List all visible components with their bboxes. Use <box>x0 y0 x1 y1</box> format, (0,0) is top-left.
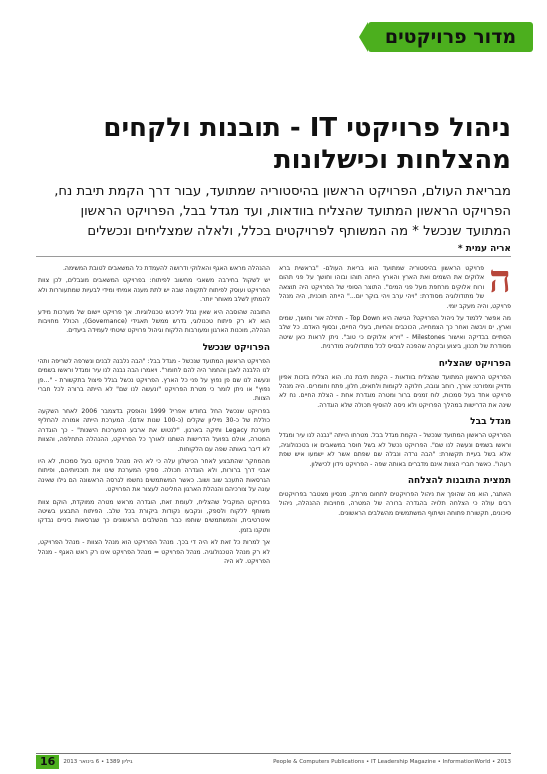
article-headline: ניהול פרויקטי IT - תובנות ולקחים מהצלחות וכישלונות <box>103 113 511 175</box>
subheading: מגדל בבל <box>470 417 511 428</box>
subheading: הפרויקט שהצליח <box>438 358 511 369</box>
paragraph: בפרויקט המקביל שהצליח, לעומת זאת, הוגדרה מראש מטרה ממוקדת, הוקם צוות משותף ללקוח ולספק, ונקבעו נקודות ביקורת בכל שלב. הפיתוח התבצע בשיטה איטרטיבית, והמשתמשים שותפו כבר מהשלבים הראשונים כך שגרסאות ביניים נבדקו ותוקנו בזמן. <box>38 498 270 534</box>
tab-notch-shape <box>359 22 368 52</box>
paragraph: יש לשקול בחירבה משאבי מחשוב לפיתוח: בפרויקט המשאבים מוגבלים, לכן צוות הפרויקט ועוסק לפיתוח לתקופה שבה יש לתת מענה אמיתי ומידי לבעיות שמתעוררות ולא להמתין לשלב מאוחר יותר. <box>38 277 270 304</box>
article-column-right <box>279 264 511 748</box>
subheading: הפרויקט שנכשל <box>202 342 270 353</box>
section-tab <box>368 22 533 52</box>
paragraph: מה אפשר ללמוד על ניהול הפרויקט? הגישה היא Top Down - תחילה אור וחושך, שמים וארץ, ים ויבשה ואחר כך הצמחייה, הכוכבים והחיות, בעלי החיים, ובסוף האדם. כל שלב הסתיים בבדיקה ואישור Milestones - "וירא אלוקים כי טוב". ניתן לראות כאן שיטה מסודרת של תכנון, ביצוע ובקרה שהפכה לבסיס לכל מתודולוגיה מודרנית. <box>279 315 511 351</box>
paragraph: הפרויקט הראשון המתועד שהצליח בוודאות - הקמת תיבת נח. הוא הצליח בזכות אפיון מדויק ומפורט: אורך, רוחב וגובה, חלוקה לקומות ולתאים, חלון, פתח וחומרים. היה מנהל פרויקט אחד בעל סמכות, לוח זמנים ברור ומטרה מוגדרת אחת - הצלת החיים. נח לא שינה את הדרישות במהלך הפרויקט ולא ניסה להוסיף תכולה שלא הוגדרה. <box>279 373 511 409</box>
paragraph: אך למרות כל זאת לא היה די בכך. מנהל הפרויקט הוא מנהל הצוות - מנהל הפרויקט, לא רק מנהל הטכנולוגיה. מנהל הפרויקט = מנהל הפרויקט אינו רק ראש האגף - מנהל הפרויקט. לא היה <box>38 539 270 565</box>
footer-publication: People & Computers Publications • IT Leadership Magazine • InformationWorld • 2013 <box>273 759 511 765</box>
drop-cap: ה <box>489 264 511 301</box>
section-tab-label: מדור פרויקטים <box>384 26 517 48</box>
paragraph-text: פרויקט הראשון בהיסטוריה שמתועד הוא בריאת העולם- "בראשית ברא אלוקים את השמים ואת הארץ והארץ הייתה תוהו ובוהו וחושך על פני תהום ורוח אלוקים מרחפת מעל פני המים". התוצר הסופי של הפרויקט היה תוצאה של מתודולוגיה מסודרת: "ויהי ערב ויהי בוקר יום..." הייתה תוכנית, היה מנהל פרויקט, והיה מעקב יומי. <box>279 265 511 310</box>
paragraph: התובנה שהוסבה היא שאין נגזל לירכוש טכנולוגיות. אך פרויקט יישום של מערכות מידע הוא לא רק פיתוח טכנולוגי, גדרש ממשל תאגידי (Governance), הכולל מחויבות הנהלה, מוכנות הארגון ומעורבות הלקוח וגיהול פרויקט שיטתי לעמידה ביעדים. <box>38 308 270 335</box>
subheading: תמצית התובנות להצלחה <box>407 475 511 486</box>
article-byline: אריה עמית * <box>457 244 511 254</box>
paragraph: הפרויקט הראשון המתועד שנכשל - מגדל בבל: "הבה נלבנה לבנים ונשרפה לשריפה ותהי לנו הלבנה לאבן והחמר היה להם לחומר". ויאמרו הבה נבנה לנו עיר ומגדל וראשו בשמים ונעשה לנו שם פן נפוץ על פני כל הארץ. הפרויקט נכשל בגלל פיצול בתקשורת - "...פן נפוץ" או ניתן לומר כי מטרת הפרויקט "ונעשה לנו שם" לא הייתה ברורה לכל חברי הצוות. <box>38 357 270 403</box>
footer-left <box>36 755 139 769</box>
paragraph: ההנהלה מראש האגף והאלוקי ודרושה להעמדת כל המשאבים לטובת המשימה. <box>62 265 270 272</box>
page-footer <box>36 753 511 770</box>
footer-issue: גיליון 1389 • 6 בינואר 2013 <box>63 759 133 765</box>
paragraph: בפרויקט שנכשל החל בחודש אפריל 1999 והופסק בדצמבר 2006 לאחר השקעה כוללת של כ-30 מיליון שקלים (כ-100 שנות אדם). המערכת הייתה אמורה להחליף מערכת Legacy ותיקה בארגון. "לנטוש את ארבע המערכות הישנות" - כך הוגדרה המטרה, אולם בפועל הדרישות השתנו לאורך כל הפרויקט, ההנהלה התחלפה, והצוות לא דיבר באותה שפה עם הלקוחות. <box>38 407 270 453</box>
paragraph <box>279 264 511 311</box>
page-number: 16 <box>36 755 59 769</box>
byline-divider <box>36 256 511 257</box>
article-lede: מבריאת העולם, הפרויקט הראשון בהיסטוריה שמתועד, עבור דרך הקמת תיבת נח, הפרויקט הראשון המתועד שהצליח בוודאות, ועד מגדל בבל, הפרויקט הראשון המתועד שנכשל * מה המשותף לפרויקטים בכלל, ולאלה שמצליחים ונכשלים <box>54 184 511 239</box>
paragraph: הפרויקט הראשון המתועד שנכשל - הקמת מגדל בבל. מטרתו הייתה "נבנה לנו עיר ומגדל וראשו בשמים ונעשה לנו שם". הפרויקט נכשל לא בשל חוסר במשאבים או בטכנולוגיה, אלא בשל בעיית תקשורת: "הבה נרדה ונבלה שם שפתם אשר לא ישמעו איש שפת רעהו". כאשר חברי הצוות אינם מדברים באותה שפה - הפרויקט נידון לכישלון. <box>279 432 511 468</box>
article-column-left <box>38 264 270 748</box>
paragraph: האתגר, הוא מה שהופך את ניהול הפרויקטים לתחום מרתק. מנסיון מצטבר בפרויקטים רבים עולה כי הצלחה תלויה בהגדרה ברורה של המטרה, מחויבות ההנהלה, ניהול סיכונים, תקשורת פתוחה ושיתוף המשתמשים מהשלבים הראשונים. <box>279 490 511 517</box>
paragraph: מהמחקר שהתבצע לאחר הכישלון עלה כי לא היה מנהל פרויקט בעל סמכות, לא היו אבני דרך ברורות, ולא הוגדרה תכולה. ספקי המערכת שינו את תוכניותיהם, ופיתוח הגרסאות התעכב שוב ושוב. כאשר המשתמשים נחשפו לגרסה הראשונה הם גילו שאינה עונה על צורכיהם והנהלת הארגון החליטה לעצור את הפרויקט. <box>38 457 270 494</box>
